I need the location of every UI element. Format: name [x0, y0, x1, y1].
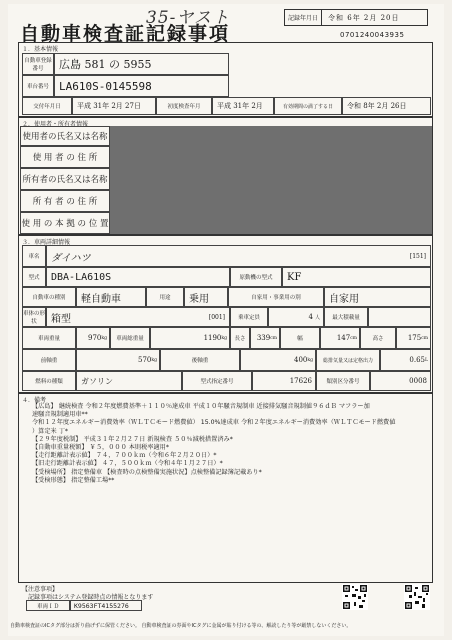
height-unit: cm: [421, 335, 428, 341]
base-location-label: 使 用 の 本 拠 の 位 置: [20, 212, 110, 234]
capacity-unit: 人: [314, 314, 320, 321]
front-axle-unit: kg: [151, 357, 157, 363]
capacity-value: [268, 307, 324, 327]
model-label: 型式: [22, 267, 46, 287]
displacement-unit: L: [425, 357, 428, 363]
rear-axle-unit: kg: [307, 357, 313, 363]
displacement-number: 0.65: [409, 356, 425, 364]
engine-label: 原動機の型式: [230, 267, 282, 287]
body-label: 車体の形状: [22, 307, 46, 327]
remark-line: 【自動車重量税額】 ￥５，０００ 本則税率適用*: [32, 444, 169, 452]
page-title: 自動車検査証記録事項: [20, 23, 231, 45]
chassis-label: 車台番号: [22, 75, 54, 97]
category-value: 0008: [370, 371, 431, 391]
front-axle-value: [76, 349, 160, 371]
maxload-value: [368, 307, 431, 327]
bottom-note: 自動車検査証のICタグ部分は折り曲げずに保管ください。 自動車検査証の券面やICタグに金属が貼り付ける等の、解読したり等が厳禁しないください。: [10, 623, 352, 629]
vehicle-id-label: 車両ＩＤ: [26, 600, 70, 611]
width-number: 147: [336, 334, 351, 342]
qr-code-2: [404, 584, 430, 610]
type-approval-value: 17626: [252, 371, 316, 391]
notice-text: 記録事項はシステム登録時点の情報となります: [28, 594, 154, 601]
reg-no-value: 広島 581 の 5955: [54, 53, 229, 75]
gross-unit: kg: [221, 335, 227, 341]
use-label: 用途: [146, 287, 184, 307]
remark-line: 【受検場所】 指定整備車 【検査時の点検整備実施状況】点検整備記録簿記載あり*: [32, 468, 262, 476]
front-axle-number: 570: [138, 356, 152, 364]
height-number: 175: [407, 334, 422, 342]
category-label: 類別区分番号: [316, 371, 370, 391]
fuel-label: 燃料の種類: [22, 371, 76, 391]
section2-heading: ２．使用者・所有者情報: [22, 121, 89, 128]
type-approval-label: 型式指定番号: [182, 371, 252, 391]
length-unit: cm: [270, 335, 277, 341]
model-value: DBA-LA610S: [46, 267, 230, 287]
record-date-value: 令和 6年 2月 20日: [328, 13, 400, 22]
rear-axle-number: 400: [294, 356, 308, 364]
issue-date-label: 交付年月日: [22, 97, 72, 115]
vehicle-id-value: K9563FT4155276: [70, 600, 142, 611]
section4-heading: ４．備考: [22, 397, 47, 404]
body-shape: 箱型: [51, 313, 71, 325]
reg-no-label: 自動車登録番号: [22, 53, 54, 75]
capacity-label: 乗車定員: [230, 307, 268, 327]
business-label: 自家用・事業用の別: [228, 287, 324, 307]
width-unit: cm: [350, 335, 357, 341]
handwritten-note: 35-ヤスト: [146, 8, 231, 28]
section1-heading: １．基本情報: [22, 46, 59, 53]
use-value: 乗用: [184, 287, 228, 307]
expiry-value: 令和 8年 2月 26日: [342, 97, 431, 115]
length-label: 長さ: [230, 327, 250, 349]
remark-line: 速騒音規制適用車**: [32, 411, 88, 419]
front-axle-label: 前軸重: [22, 349, 76, 371]
kind-value: 軽自動車: [76, 287, 146, 307]
displacement-label: 総排気量又は定格出力: [316, 349, 380, 371]
qr-code-1: [342, 584, 368, 610]
gross-number: 1190: [203, 334, 222, 342]
kind-label: 自動車の種別: [22, 287, 76, 307]
weight-unit: kg: [101, 335, 107, 341]
weight-number: 970: [88, 334, 102, 342]
user-address-label: 使 用 者 の 住 所: [20, 146, 110, 168]
first-reg-value: 平成 31年 2月: [212, 97, 274, 115]
document-number: 0701240043935: [340, 31, 405, 39]
maker-value: [46, 245, 431, 267]
fuel-value: ガソリン: [76, 371, 182, 391]
body-value: [46, 307, 230, 327]
engine-value: KF: [282, 267, 431, 287]
record-date-label: 記録年月日: [285, 10, 322, 25]
remark-line: 【広島】 継続検査 令和２年度燃費基準＋１１０％達成車 平成１０年騒音規制車 近接排気騒音規制値９６ｄＢ マフラー加: [32, 403, 370, 410]
remark-line: 【２９年度税制】 平成３１年２月２７日 新規検査 ５０％減税措置済み*: [32, 435, 233, 443]
gross-label: 車両総重量: [110, 327, 150, 349]
weight-value: [76, 327, 110, 349]
owner-name-label: 所有者の氏名又は名称: [20, 168, 110, 190]
maker-code: [151]: [409, 252, 426, 260]
record-date-box: [284, 9, 428, 26]
notice-heading: 【注意事項】: [22, 586, 59, 593]
chassis-value: LA610S-0145598: [54, 75, 229, 97]
expiry-label: 有効期間の満了する日: [274, 97, 342, 115]
maker-name: ダイハツ: [51, 252, 91, 264]
remark-line: 【走行距離計表示値】 ７４，７００ｋｍ（令和６年２月２０日）*: [32, 452, 217, 460]
rear-axle-label: 後軸重: [160, 349, 240, 371]
body-code: [001]: [208, 313, 225, 321]
user-name-label: 使用者の氏名又は名称: [20, 126, 110, 146]
redacted-owner-info: [110, 126, 432, 234]
length-value: [250, 327, 280, 349]
displacement-value: [380, 349, 431, 371]
width-value: [320, 327, 360, 349]
section3-heading: ３．車両詳細情報: [22, 239, 71, 246]
remark-line: 【受検形態】 指定整備工場**: [32, 476, 115, 484]
weight-label: 車両重量: [22, 327, 76, 349]
maker-label: 車名: [22, 245, 46, 267]
width-label: 幅: [280, 327, 320, 349]
maxload-label: 最大積載量: [324, 307, 368, 327]
remark-line: 【旧走行距離計表示値】 ４７，５００ｋｍ（令和４年１月２７日）*: [32, 460, 223, 468]
remark-line: ）算定米 丁*: [32, 427, 68, 435]
remarks-block: [32, 403, 432, 485]
business-value: 自家用: [324, 287, 431, 307]
first-reg-label: 初度検査年月: [156, 97, 212, 115]
height-label: 高さ: [360, 327, 396, 349]
issue-date-value: 平成 31年 2月 27日: [72, 97, 156, 115]
length-number: 339: [256, 334, 271, 342]
height-value: [396, 327, 431, 349]
capacity-number: 4: [308, 313, 313, 321]
owner-address-label: 所 有 者 の 住 所: [20, 190, 110, 212]
gross-value: [150, 327, 230, 349]
rear-axle-value: [240, 349, 316, 371]
remark-line: 令和１２年度エネルギー消費効率（ＷＬＴＣモード燃費値） 15.0%達成車 令和２年度エネルギー消費効率（ＷＬＴＣモード燃費値: [32, 419, 396, 427]
